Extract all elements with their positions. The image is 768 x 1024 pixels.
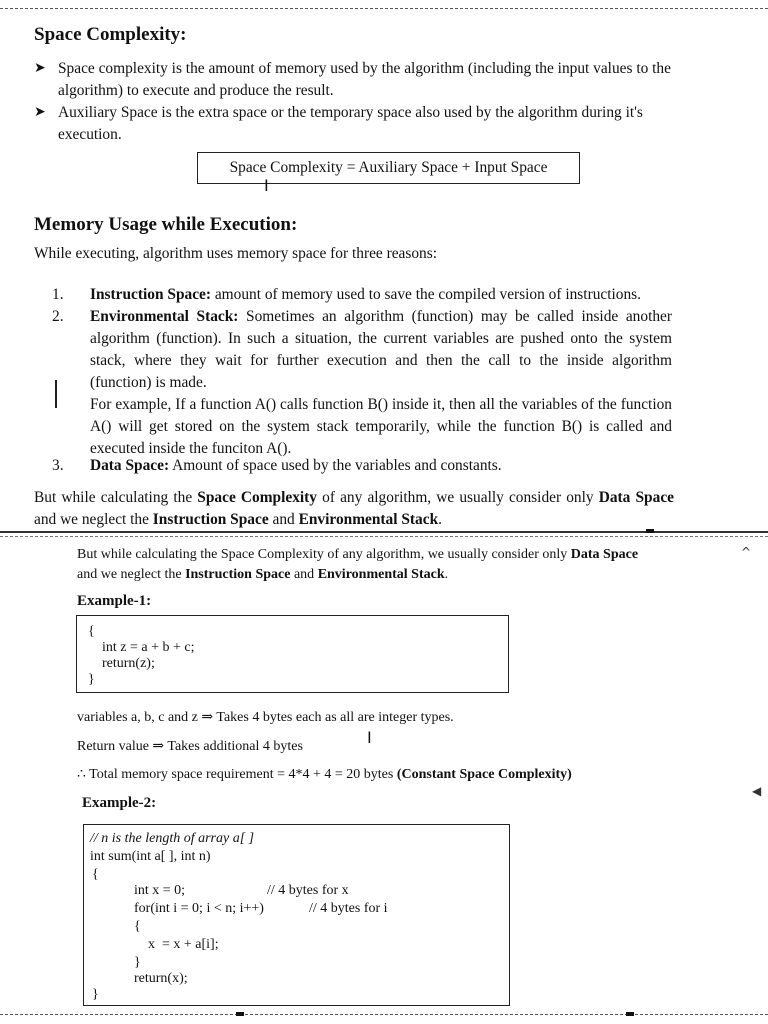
memory-usage-intro: While executing, algorithm uses memory space for three reasons: <box>34 245 438 262</box>
list-number: 2. <box>52 308 64 325</box>
example-2-code-box <box>83 824 510 1006</box>
arrow-bullet-icon: ➤ <box>34 61 46 76</box>
code-line: { <box>134 919 141 934</box>
scroll-marker <box>646 529 654 533</box>
code-comment: // 4 bytes for x <box>267 883 349 898</box>
item-term: Data Space: <box>90 457 170 474</box>
scroll-left-icon[interactable]: ◀ <box>752 784 762 798</box>
bullet-auxiliary-space <box>34 102 684 146</box>
code-line: return(z); <box>102 656 155 671</box>
item-desc: Sometimes an algorithm (function) may be called inside another algorithm (function). In such a situation, the current variables are pushed onto the system stack, where they wait for further execution and then the call to the inside algorithm (function) is made. <box>90 308 672 391</box>
item-term: Environmental Stack: <box>90 308 239 325</box>
margin-mark <box>55 380 57 408</box>
bullet-text: Auxiliary Space is the extra space or the temporary space also used by the algorithm during it's execution. <box>58 104 643 143</box>
code-line: int x = 0; <box>134 883 186 898</box>
code-line: x = x + a[i]; <box>148 937 219 952</box>
item-term: Instruction Space: <box>90 286 211 303</box>
formula-box: Space Complexity = Auxiliary Space + Input Space <box>197 152 580 184</box>
list-number: 3. <box>52 457 64 474</box>
scroll-marker <box>236 1012 244 1016</box>
example-1-variables-note: variables a, b, c and z ⇒ Takes 4 bytes each as all are integer types. <box>77 710 454 725</box>
list-item-environmental-stack <box>52 306 672 460</box>
code-line: int z = a + b + c; <box>102 640 195 655</box>
page-break-dashed <box>0 536 768 537</box>
scroll-marker <box>626 1012 634 1016</box>
list-item-data-space <box>52 455 672 477</box>
memory-usage-heading: Memory Usage while Execution: <box>34 214 298 235</box>
example-1-total: ∴ Total memory space requirement = 4*4 + 4 = 20 bytes (Constant Space Complexity) <box>77 767 572 782</box>
code-comment: // 4 bytes for i <box>309 901 388 916</box>
text-cursor-icon: I <box>367 728 372 747</box>
item-desc: Amount of space used by the variables and constants. <box>169 457 502 474</box>
list-item-instruction-space <box>52 284 672 306</box>
top-divider <box>0 8 768 9</box>
code-line: { <box>88 624 95 639</box>
space-complexity-heading: Space Complexity: <box>34 24 187 45</box>
bottom-divider <box>0 1014 768 1015</box>
bullet-space-complexity <box>34 58 684 102</box>
item-example: For example, If a function A() calls function B() inside it, then all the variables of the function A() will get stored on the system stack temporarily, while the function B() is called and executed inside the funciton A(). <box>90 396 672 457</box>
example-1-code-box <box>76 615 509 693</box>
code-line: { <box>92 867 99 882</box>
code-line: for(int i = 0; i < n; i++) <box>134 901 264 916</box>
code-line: int sum(int a[ ], int n) <box>90 849 211 864</box>
text-cursor-icon: I <box>264 176 269 195</box>
example-1-return-note: Return value ⇒ Takes additional 4 bytes <box>77 739 303 754</box>
code-comment: // n is the length of array a[ ] <box>90 831 255 846</box>
example-2-label: Example-2: <box>82 795 157 811</box>
code-line: } <box>88 672 95 687</box>
code-line: } <box>92 987 99 1002</box>
scroll-up-icon[interactable]: ^ <box>741 545 752 559</box>
example-1-label: Example-1: <box>77 593 152 609</box>
code-line: return(x); <box>134 971 188 986</box>
conclusion-paragraph: But while calculating the Space Complexity of any algorithm, we usually consider only Data Space and we neglect the Instruction Space and Environmental Stack. <box>34 489 674 528</box>
list-number: 1. <box>52 286 64 303</box>
arrow-bullet-icon: ➤ <box>34 105 46 120</box>
item-desc: amount of memory used to save the compiled version of instructions. <box>211 286 641 303</box>
conclusion-repeat: But while calculating the Space Complexity of any algorithm, we usually consider only Data Space and we neglect the Instruction Space and Environmental Stack. <box>77 547 639 582</box>
code-line: } <box>134 955 141 970</box>
bullet-text: Space complexity is the amount of memory used by the algorithm (including the input values to the algorithm) to execute and produce the result. <box>58 60 671 99</box>
